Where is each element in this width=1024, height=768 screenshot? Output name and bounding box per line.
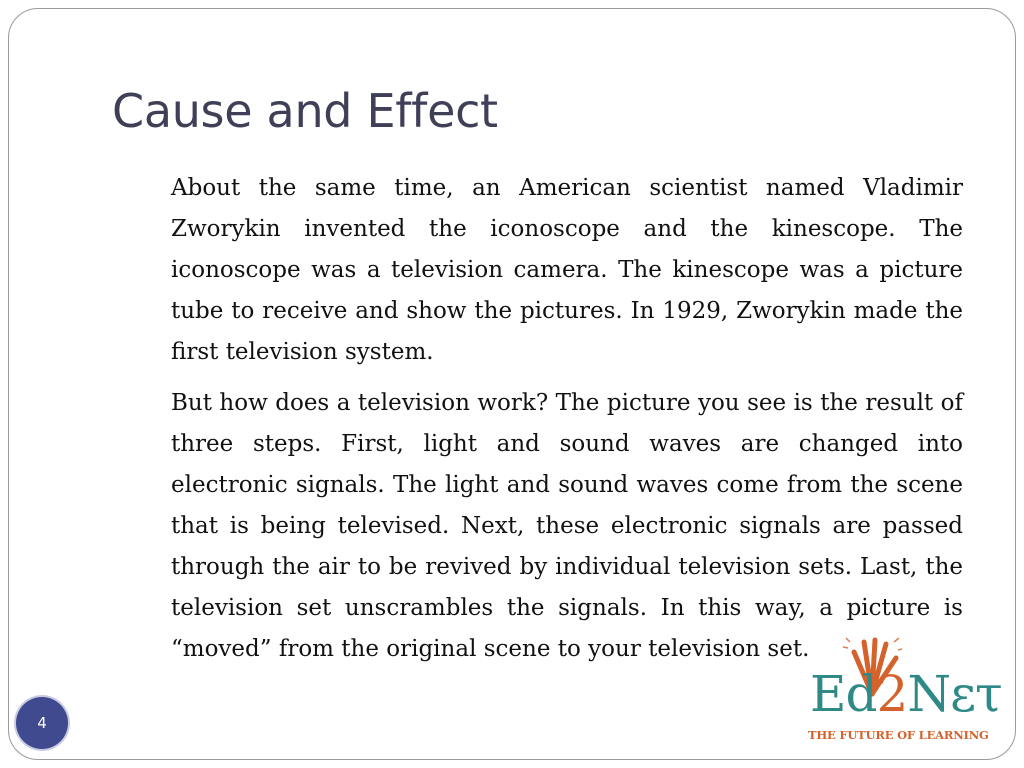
slide-number-badge <box>16 697 68 749</box>
slide-title: Cause and Effect <box>112 84 498 138</box>
ed2net-logo <box>806 636 1012 748</box>
slide-body <box>171 168 963 680</box>
paragraph-2: But how does a television work? The picture you see is the result of three steps. First, light and sound waves are changed into electronic signals. The light and sound waves come from the scene that is being televised. Next, these electronic signals are passed through the air to be revived by individual television sets. Last, the television set unscrambles the signals. In this way, a picture is “moved” from the original scene to your television set. <box>171 390 963 662</box>
slide-number: 4 <box>37 714 47 732</box>
logo-wordmark: Ed2Nετ <box>810 665 1002 723</box>
paragraph-1: About the same time, an American scientist named Vladimir Zworykin invented the iconoscope and the kinescope. The iconoscope was a television camera. The kinescope was a picture tube to receive and show the pictures. In 1929, Zworykin made the first television system. <box>171 175 963 365</box>
logo-tagline: THE FUTURE OF LEARNING <box>808 728 989 742</box>
